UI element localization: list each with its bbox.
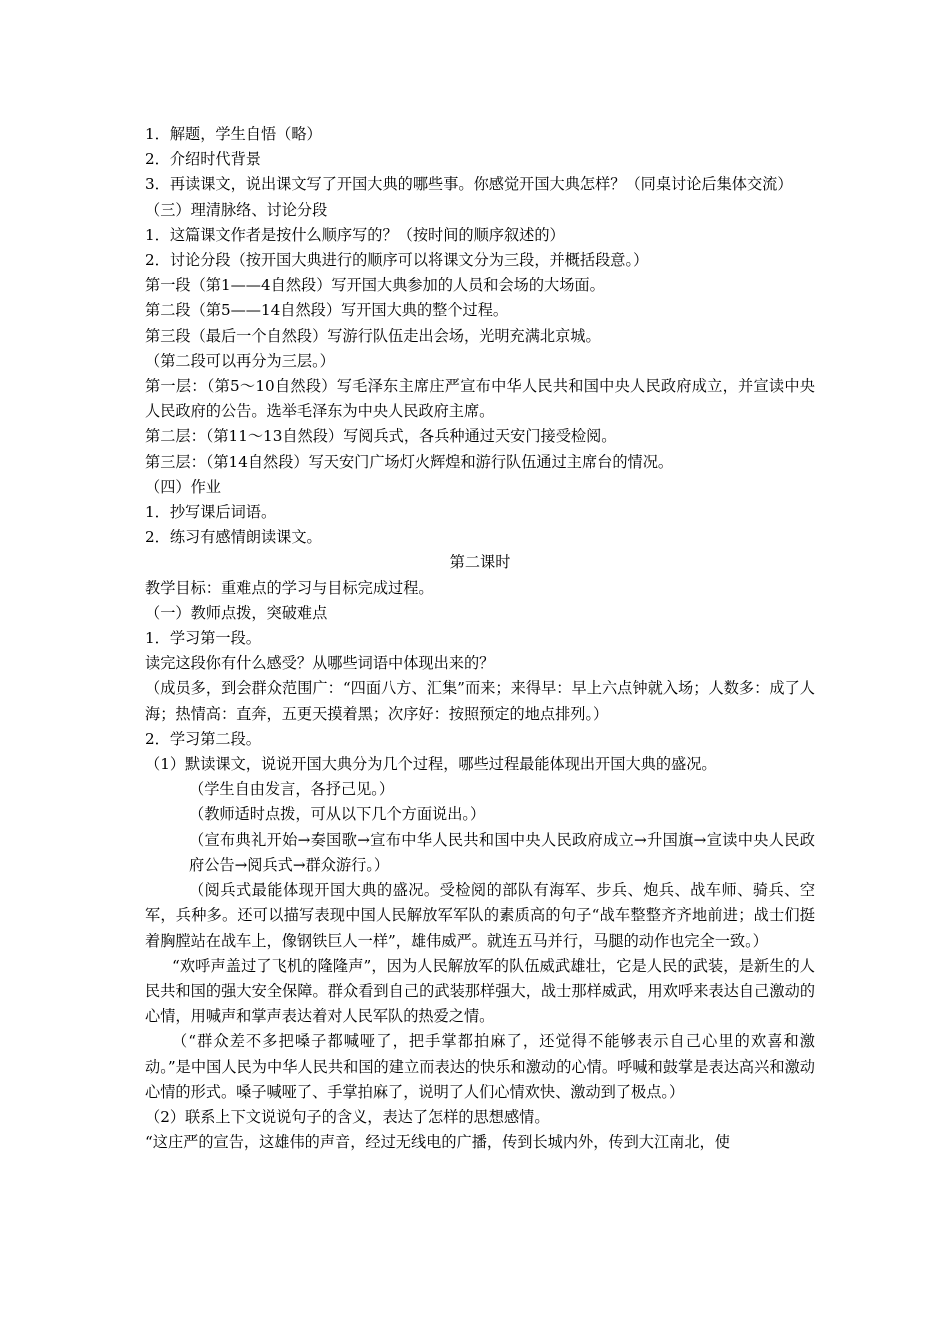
document-page — [145, 122, 815, 1155]
text-paragraph: 3．再读课文，说出课文写了开国大典的哪些事。你感觉开国大典怎样？（同桌讨论后集体交流） — [145, 175, 793, 194]
text-line: （2）联系上下文说说句子的含义，表达了怎样的思想感情。 — [145, 1107, 550, 1126]
text-paragraph: （“群众差不多把嗓子都喊哑了，把手掌都拍麻了，还觉得不能够表示自己心里的欢喜和激动。”是中国人民为中华人民共和国的建立而表达的快乐和激动的心情。呼喊和鼓掌是表达高兴和激动心情的形式。嗓子喊哑了、手掌拍麻了，说明了人们心情欢快、激动到了极点。） — [145, 1032, 815, 1101]
text-line: 2．介绍时代背景 — [145, 150, 261, 169]
text-line: 第三段（最后一个自然段）写游行队伍走出会场，光明充满北京城。 — [145, 326, 601, 345]
text-paragraph: （阅兵式最能体现开国大典的盛况。受检阅的部队有海军、步兵、炮兵、战车师、骑兵、空军，兵种多。还可以描写表现中国人民解放军军队的素质高的句子“战车整整齐齐地前进；战士们挺着胸膛站在战车上，像钢铁巨人一样”，雄伟威严。就连五马并行，马腿的动作也完全一致。） — [145, 881, 815, 950]
text-line: （教师适时点拨，可从以下几个方面说出。） — [189, 805, 486, 824]
text-line: 1．抄写课后词语。 — [145, 503, 277, 522]
text-line: 2．讨论分段（按开国大典进行的顺序可以将课文分为三段，并概括段意。） — [145, 251, 649, 270]
text-line: （学生自由发言，各抒己见。） — [189, 780, 395, 799]
text-line: 教学目标：重难点的学习与目标完成过程。 — [145, 578, 434, 597]
text-line: 读完这段你有什么感受？从哪些词语中体现出来的？ — [145, 654, 495, 673]
lesson-title: 第二课时 — [449, 553, 511, 572]
text-line: 第二层：（第11～13自然段）写阅兵式，各兵种通过天安门接受检阅。 — [145, 427, 617, 446]
text-line: 第一段（第1——4自然段）写开国大典参加的人员和会场的大场面。 — [145, 276, 605, 295]
section-heading: （一）教师点拨，突破难点 — [145, 603, 328, 622]
text-paragraph: （成员多，到会群众范围广：“四面八方、汇集”而来；来得早：早上六点钟就入场；人数多：成了人海；热情高：直奔，五更天摸着黑；次序好：按照预定的地点排列。） — [145, 679, 815, 723]
text-line: 2．学习第二段。 — [145, 729, 261, 748]
text-paragraph: （宣布典礼开始→奏国歌→宣布中华人民共和国中央人民政府成立→升国旗→宣读中央人民政府公告→阅兵式→群众游行。） — [189, 830, 815, 874]
text-line: 第二段（第5——14自然段）写开国大典的整个过程。 — [145, 301, 509, 320]
text-line: （第二段可以再分为三层。） — [145, 351, 335, 370]
text-line: 第三层：（第14自然段）写天安门广场灯火辉煌和游行队伍通过主席台的情况。 — [145, 452, 674, 471]
text-paragraph: 第一层：（第5～10自然段）写毛泽东主席庄严宣布中华人民共和国中央人民政府成立，并宣读中央人民政府的公告。选举毛泽东为中央人民政府主席。 — [145, 377, 815, 421]
section-heading: （四）作业 — [145, 477, 221, 496]
section-heading: （三）理清脉络、讨论分段 — [145, 200, 328, 219]
text-line: “这庄严的宣告，这雄伟的声音，经过无线电的广播，传到长城内外，传到大江南北，使 — [145, 1133, 730, 1152]
text-line: 1．解题，学生自悟（略） — [145, 125, 322, 143]
text-line: 2．练习有感情朗读课文。 — [145, 528, 322, 547]
text-line: 1．这篇课文作者是按什么顺序写的？（按时间的顺序叙述的） — [145, 225, 565, 244]
text-paragraph: “欢呼声盖过了飞机的隆隆声”，因为人民解放军的队伍威武雄壮，它是人民的武装，是新生的人民共和国的强大安全保障。群众看到自己的武装那样强大，战士那样威武，用欢呼来表达自己激动的心情，用喊声和掌声表达着对人民军队的热爱之情。 — [145, 956, 815, 1026]
text-line: 1．学习第一段。 — [145, 629, 261, 648]
text-line: （1）默读课文，说说开国大典分为几个过程，哪些过程最能体现出开国大典的盛况。 — [145, 755, 717, 774]
